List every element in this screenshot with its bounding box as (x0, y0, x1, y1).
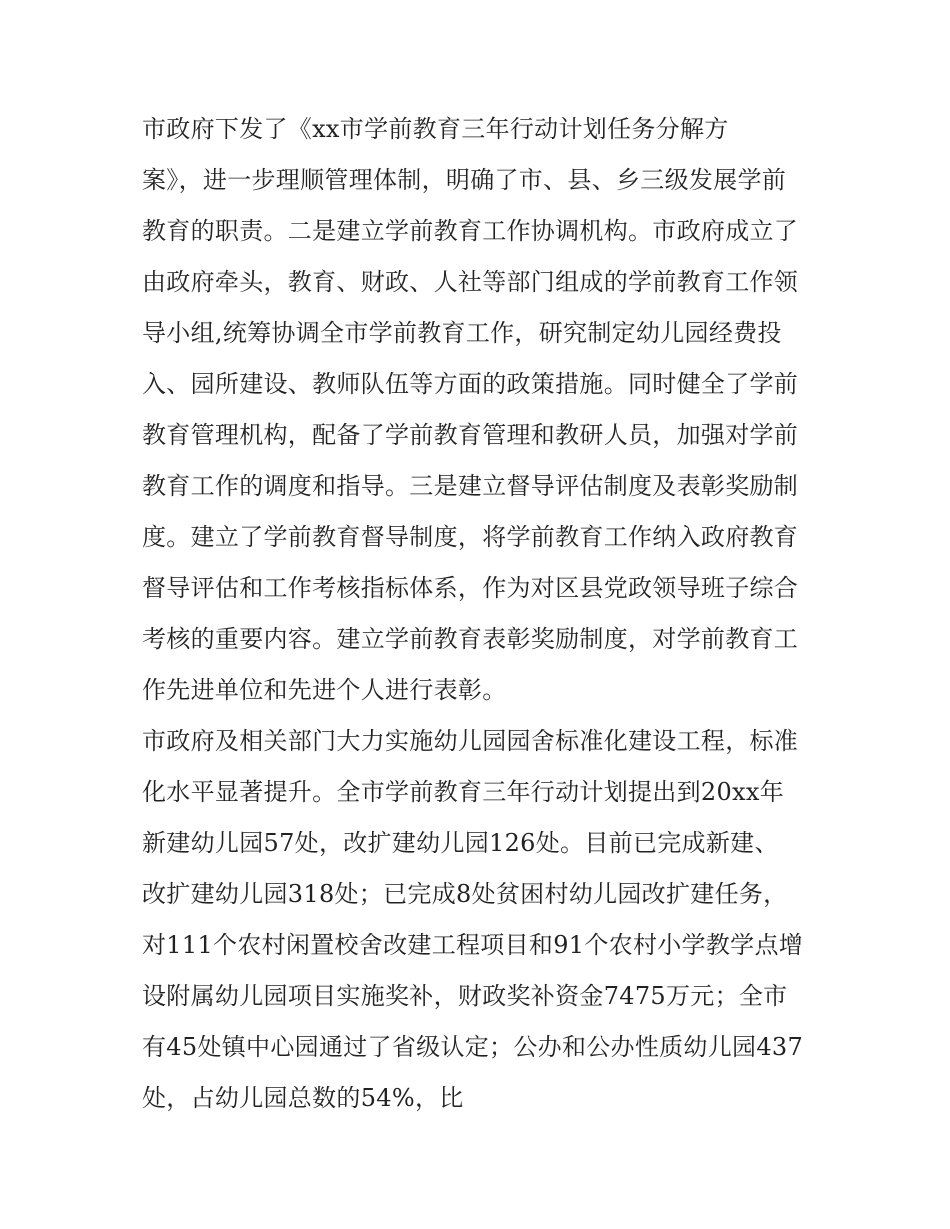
text-line: 度。建立了学前教育督导制度，将学前教育工作纳入政府教育 (142, 523, 799, 551)
text-line: 化水平显著提升。全市学前教育三年行动计划提出到20xx年 (142, 778, 785, 806)
text-line: 由政府牵头，教育、财政、人社等部门组成的学前教育工作领 (142, 268, 799, 296)
body-text (142, 104, 822, 1124)
text-line: 市政府及相关部门大力实施幼儿园园舍标准化建设工程，标准 (142, 727, 799, 755)
text-line: 处，占幼儿园总数的54%，比 (142, 1084, 464, 1112)
text-line: 市政府下发了《xx市学前教育三年行动计划任务分解方 (142, 115, 729, 143)
text-line: 案》，进一步理顺管理体制，明确了市、县、乡三级发展学前 (142, 166, 787, 194)
text-line: 教育管理机构，配备了学前教育管理和教研人员，加强对学前 (142, 421, 799, 449)
text-line: 入、园所建设、教师队伍等方面的政策措施。同时健全了学前 (142, 370, 799, 398)
text-line: 督导评估和工作考核指标体系，作为对区县党政领导班子综合 (142, 574, 799, 602)
text-line: 考核的重要内容。建立学前教育表彰奖励制度，对学前教育工 (142, 625, 799, 653)
text-line: 教育工作的调度和指导。三是建立督导评估制度及表彰奖励制 (142, 472, 799, 500)
text-line: 改扩建幼儿园318处；已完成8处贫困村幼儿园改扩建任务， (142, 880, 788, 908)
text-line: 作先进单位和先进个人进行表彰。 (142, 676, 507, 704)
text-line: 对111个农村闲置校舍改建工程项目和91个农村小学教学点增 (142, 931, 804, 959)
text-line: 教育的职责。二是建立学前教育工作协调机构。市政府成立了 (142, 217, 799, 245)
text-line: 新建幼儿园57处，改扩建幼儿园126处。目前已完成新建、 (142, 829, 779, 857)
text-line: 导小组,统筹协调全市学前教育工作，研究制定幼儿园经费投 (142, 319, 782, 347)
text-line: 设附属幼儿园项目实施奖补，财政奖补资金7475万元；全市 (142, 982, 788, 1010)
text-line: 有45处镇中心园通过了省级认定；公办和公办性质幼儿园437 (142, 1033, 804, 1061)
